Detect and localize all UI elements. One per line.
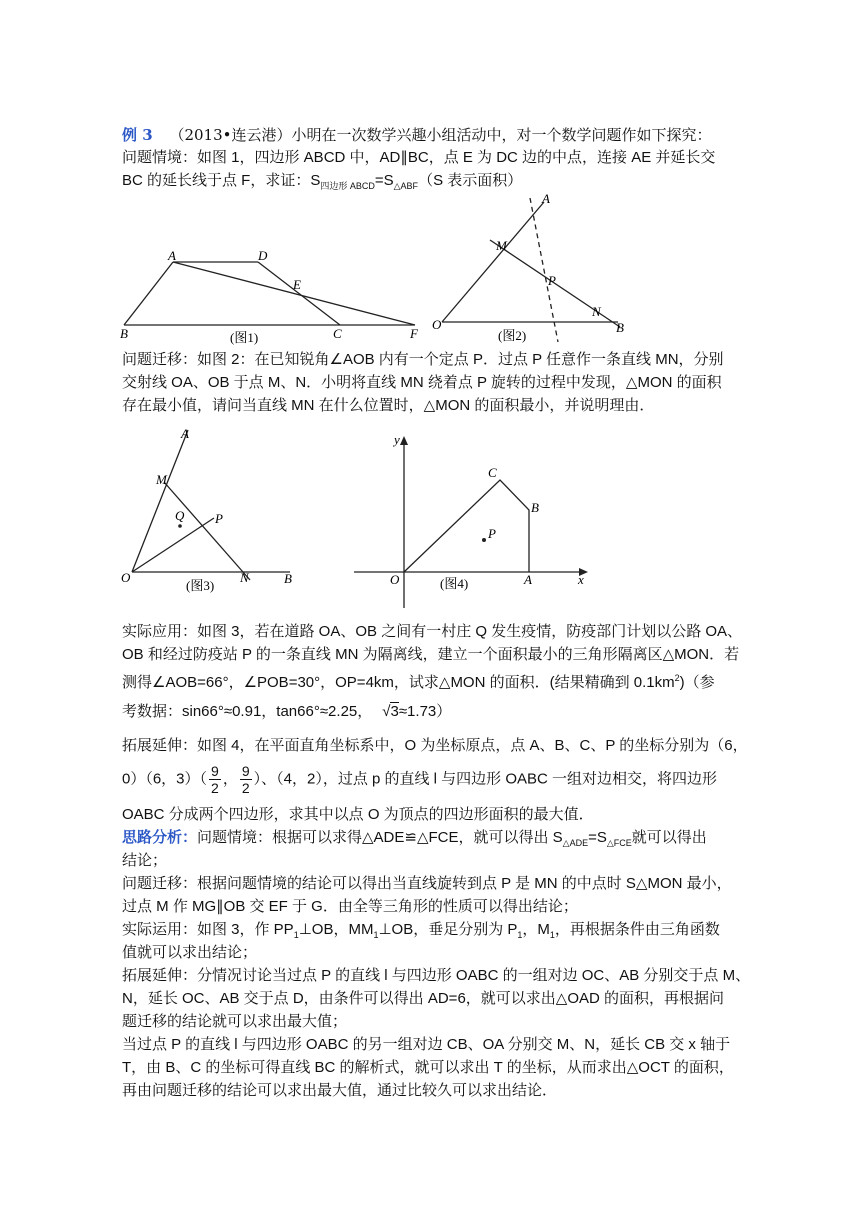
figure-1 [118,246,423,346]
fig2-caption: (图2) [498,328,527,343]
figure-4 [354,432,594,612]
extension-line-3: OABC 分成两个四边形，求其中以点 O 为顶点的四边形面积的最大值． [122,806,594,823]
analysis-p3-a: 实际运用：如图 3，作 PP [122,921,294,938]
fig3-label-a: A [181,426,189,441]
example-label: 例 3 [122,126,153,144]
application-ref-data: 考数据：sin66°≈0.91，tan66°≈2.25， [122,703,373,720]
situation-text-a: BC 的延长线于点 F，求证：S [122,172,321,189]
fraction-x-den: 2 [211,780,219,796]
figure-2 [428,192,633,346]
application-sup: 2 [674,673,680,683]
analysis-line-11: T，由 B、C 的坐标可得直线 BC 的解析式，就可以求出 T 的坐标，从而求出△OCT 的面积， [122,1059,734,1076]
analysis-p3-c: ⊥OB，垂足分别为 P [378,921,518,938]
fig3-label-n: N [240,570,249,585]
situation-sub-1: 四边形 ABCD [320,181,375,191]
application-line-4 [122,701,742,723]
fig3-caption: (图3) [186,578,215,593]
fig1-label-d: D [258,248,268,263]
fig4-label-x: x [578,572,584,587]
fig2-label-a: A [542,192,550,206]
transfer-line-2: 交射线 OA、OB 于点 M、N．小明将直线 MN 绕着点 P 旋转的过程中发现，△MON 的面积 [122,374,722,391]
extension-line-1: 拓展延伸：如图 4，在平面直角坐标系中，O 为坐标原点，点 A、B、C、P 的坐标分别为（6， [122,737,748,754]
analysis-line-12: 再由问题迁移的结论可以求出最大值，通过比较久可以求出结论． [122,1082,558,1099]
fig1-label-b: B [120,326,128,341]
fig1-label-c: C [333,326,342,341]
fraction-x [209,763,221,796]
analysis-p1-sub2: △FCE [606,838,632,848]
analysis-line-4: 过点 M 作 MG∥OB 交 EF 于 G．由全等三角形的性质可以得出结论； [122,898,578,915]
situation-text-b: =S [374,172,394,189]
fig4-label-a: A [524,572,532,587]
fig1-caption: (图1) [230,330,259,345]
analysis-p3-b: ⊥OB，MM [298,921,374,938]
transfer-line-3: 存在最小值，请问当直线 MN 在什么位置时，△MON 的面积最小，并说明理由． [122,397,655,414]
situation-line-1: 问题情境：如图 1，四边形 ABCD 中，AD∥BC，点 E 为 DC 边的中点，连接 AE 并延长交 [122,149,716,166]
analysis-line-2: 结论； [122,852,168,869]
fig4-y-arrow [400,436,408,445]
fraction-y-den: 2 [241,780,250,796]
analysis-p1-c: 就可以得出 [631,829,707,846]
fraction-x-num: 9 [211,763,219,779]
analysis-p3-d: ，M [522,921,550,938]
fig2-label-p: P [548,273,556,288]
analysis-line-6: 值就可以求出结论； [122,944,258,961]
fig4-caption: (图4) [440,576,469,591]
fig4-label-o: O [390,572,400,587]
fig3-point-q [178,524,182,528]
fig4-label-p: P [488,526,496,541]
analysis-p3-e: ，再根据条件由三角函数 [554,921,720,938]
fig4-point-p [482,538,486,542]
application-text-b: )（参 [679,674,715,691]
analysis-p3-sub3: 1 [517,930,523,940]
sqrt-radicand: 3 [390,703,399,720]
fig1-label-e: E [293,277,301,292]
analysis-line-10: 当过点 P 的直线 l 与四边形 OABC 的另一组对边 CB、OA 分别交 M、N，延长 CB 交 x 轴于 [122,1036,731,1053]
transfer-line-1: 问题迁移：如图 2：在已知锐角∠AOB 内有一个定点 P．过点 P 任意作一条直线 MN，分别 [122,351,724,368]
fig3-label-m: M [156,472,167,487]
fraction-sep: ， [222,770,238,788]
analysis-line-3: 问题迁移：根据问题情境的结论可以得出当直线旋转到点 P 是 MN 的中点时 S△MON 最小， [122,875,732,892]
sqrt-symbol: √ [382,703,391,720]
fig3-label-p: P [215,511,223,526]
fig1-label-a: A [168,248,176,263]
application-line-1: 实际应用：如图 3，若在道路 OA、OB 之间有一村庄 Q 发生疫情，防疫部门计划以公路 OA、 [122,623,743,640]
fig3-label-b: B [284,571,292,586]
analysis-p1-a: 问题情境：根据可以求得△ADE≌△FCE，就可以得出 S [197,829,563,846]
example-intro: （2013•连云港）小明在一次数学兴趣小组活动中，对一个数学问题作如下探究： [169,126,712,144]
fig3-label-q: Q [175,508,185,523]
analysis-line-9: 题迁移的结论就可以求出最大值； [122,1013,348,1030]
situation-sub-2: △ABF [393,181,419,191]
analysis-line-7: 拓展延伸：分情况讨论当过点 P 的直线 l 与四边形 OABC 的一组对边 OC、AB 分别交于点 M、 [122,967,751,984]
analysis-p1-sub1: △ADE [562,838,589,848]
analysis-p3-sub4: 1 [549,930,555,940]
situation-text-c: （S 表示面积） [418,172,523,189]
fig3-label-o: O [121,570,131,585]
fraction-y [240,763,252,796]
analysis-p1-b: =S [588,829,607,846]
application-line-2: OB 和经过防疫站 P 的一条直线 MN 为隔离线，建立一个面积最小的三角形隔离区△MON．若 [122,646,740,663]
extension-text-b: ）、（4，2），过点 p 的直线 l 与四边形 OABC 一组对边相交，将四边形 [253,770,718,788]
fig4-label-c: C [488,465,497,480]
fig4-label-y: y [394,432,400,447]
application-ref-end: ≈1.73） [398,703,452,720]
extension-line-2 [122,763,742,796]
fig2-label-m: M [496,238,507,253]
fig1-label-f: F [410,326,418,341]
application-line-3 [122,667,742,694]
analysis-p3-sub1: 1 [293,930,299,940]
figure-3 [118,422,298,596]
application-text-a: 测得∠AOB=66°，∠POB=30°，OP=4km，试求△MON 的面积．(结果精确到 0.1km [122,674,675,691]
fraction-y-num: 9 [241,763,250,779]
analysis-line-8: N，延长 OC、AB 交于点 D，由条件可以得出 AD=6，就可以求出△OAD 的面积，再根据问 [122,990,724,1007]
analysis-heading: 思路分析： [122,829,198,846]
example-header [122,124,742,146]
fig2-label-o: O [432,317,442,332]
fig2-label-b: B [616,320,624,335]
analysis-p3-sub2: 1 [373,930,379,940]
extension-coords: 0）（6，3）（ [122,770,208,788]
fig2-label-n: N [592,304,601,319]
fig4-label-b: B [531,500,539,515]
